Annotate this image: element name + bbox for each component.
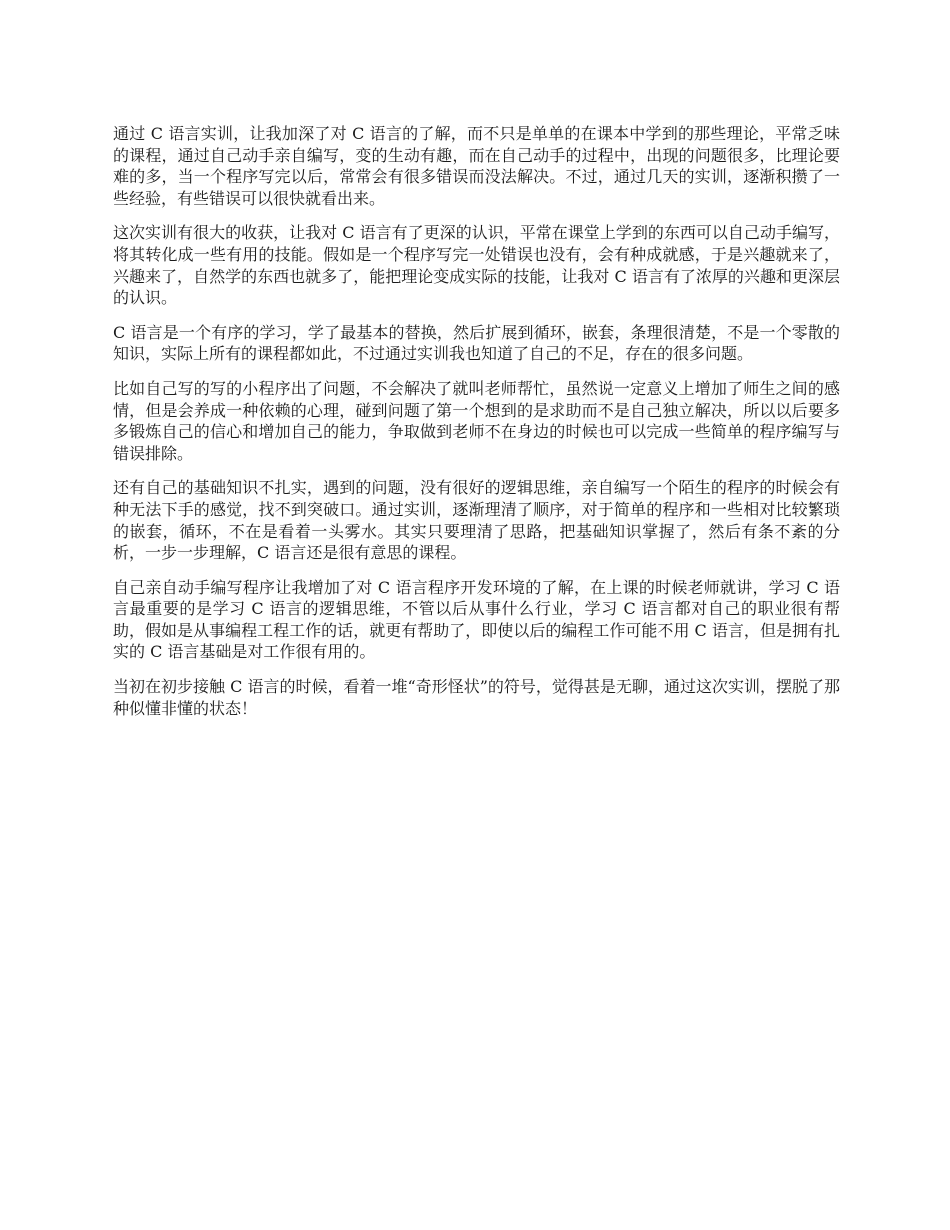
paragraph-4: 比如自己写的写的小程序出了问题，不会解决了就叫老师帮忙，虽然说一定意义上增加了师生之间的感情，但是会养成一种依赖的心理，碰到问题了第一个想到的是求助而不是自己独立解决，所以以后要多多锻炼自己的信心和增加自己的能力，争取做到老师不在身边的时候也可以完成一些简单的程序编写与错误排除。 [113,378,840,463]
document-body [113,123,840,732]
paragraph-1: 通过 C 语言实训，让我加深了对 C 语言的了解，而不只是单单的在课本中学到的那些理论，平常乏味的课程，通过自己动手亲自编写，变的生动有趣，而在自己动手的过程中，出现的问题很多，比理论要难的多，当一个程序写完以后，常常会有很多错误而没法解决。不过，通过几天的实训，逐渐积攒了一些经验，有些错误可以很快就看出来。 [113,124,840,208]
paragraph-7: 当初在初步接触 C 语言的时候，看着一堆“奇形怪状”的符号，觉得甚是无聊，通过这次实训，摆脱了那种似懂非懂的状态！ [113,677,840,718]
paragraph-5: 还有自己的基础知识不扎实，遇到的问题，没有很好的逻辑思维，亲自编写一个陌生的程序的时候会有种无法下手的感觉，找不到突破口。通过实训，逐渐理清了顺序，对于简单的程序和一些相对比较繁琐的嵌套，循环，不在是看着一头雾水。其实只要理清了思路，把基础知识掌握了，然后有条不紊的分析，一步一步理解，C 语言还是很有意思的课程。 [113,478,840,563]
paragraph-2: 这次实训有很大的收获，让我对 C 语言有了更深的认识，平常在课堂上学到的东西可以自己动手编写，将其转化成一些有用的技能。假如是一个程序写完一处错误也没有，会有种成就感，于是兴趣就来了，兴趣来了，自然学的东西也就多了，能把理论变成实际的技能，让我对 C 语言有了浓厚的兴趣和更深层的认识。 [113,223,840,308]
paragraph-3: C 语言是一个有序的学习，学了最基本的替换，然后扩展到循环，嵌套，条理很清楚，不是一个零散的知识，实际上所有的课程都如此，不过通过实训我也知道了自己的不足，存在的很多问题。 [113,322,840,364]
paragraph-6: 自己亲自动手编写程序让我增加了对 C 语言程序开发环境的了解，在上课的时候老师就讲，学习 C 语言最重要的是学习 C 语言的逻辑思维，不管以后从事什么行业，学习 C 语言都对自己的职业很有帮助，假如是从事编程工程工作的话，就更有帮助了，即使以后的编程工作可能不用 C 语言，但是拥有扎实的 C 语言基础是对工作很有用的。 [113,577,840,662]
